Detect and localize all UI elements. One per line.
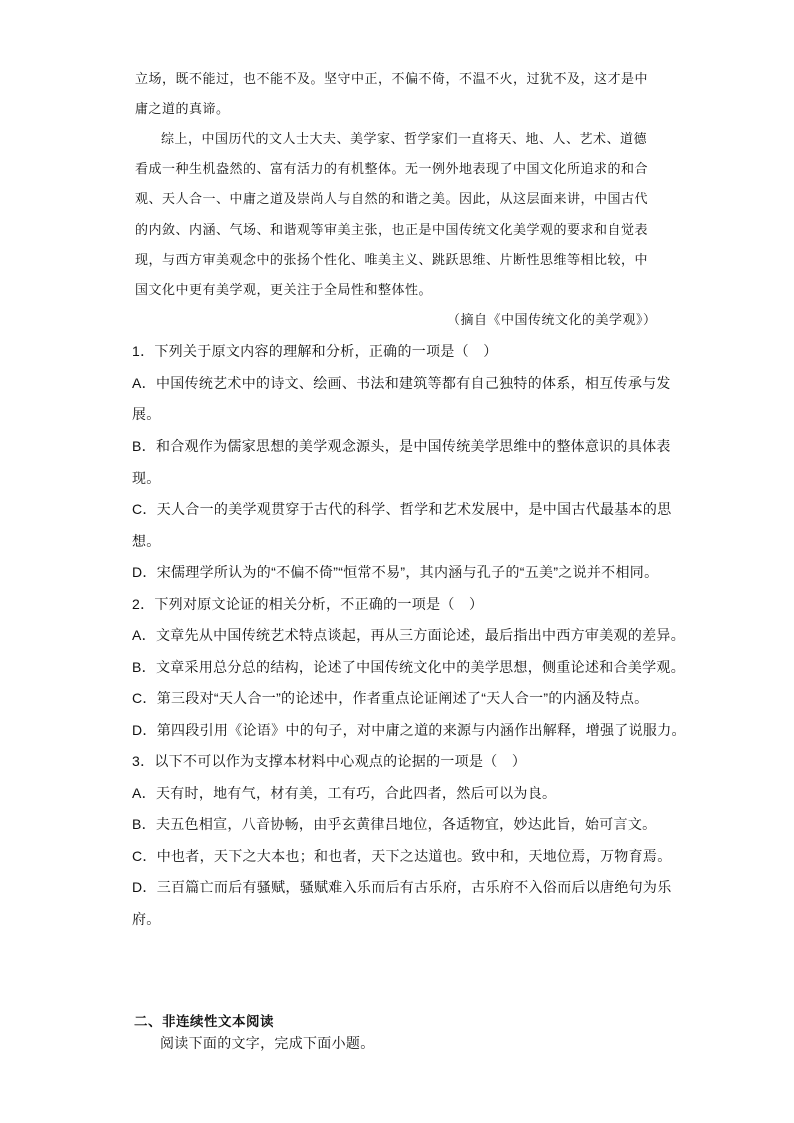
option-a-continued: 展。 <box>132 406 161 422</box>
option-d: D．三百篇亡而后有骚赋，骚赋难入乐而后有古乐府，古乐府不入俗而后以唐绝句为乐 <box>132 879 672 895</box>
section-heading: 二、非连续性文本阅读 <box>134 1014 274 1029</box>
passage-line: 国文化中更有美学观，更关注于全局性和整体性。 <box>135 283 433 298</box>
passage-line: 综上，中国历代的文人士大夫、美学家、哲学家们一直将天、地、人、艺术、道德 <box>161 132 648 147</box>
passage-line: 现，与西方审美观念中的张扬个性化、唯美主义、跳跃思维、片断性思维等相比较，中 <box>135 253 649 268</box>
passage-source: （摘自《中国传统文化的美学观》） <box>447 313 657 328</box>
option-b: B．文章采用总分总的结构，论述了中国传统文化中的美学思想，侧重论述和合美学观。 <box>132 659 686 675</box>
option-b-continued: 现。 <box>132 470 161 486</box>
passage-line: 的内敛、内涵、气场、和谐观等审美主张，也正是中国传统文化美学观的要求和自觉表 <box>135 223 649 238</box>
option-c: C．中也者，天下之大本也；和也者，天下之达道也。致中和，天地位焉，万物育焉。 <box>132 848 672 864</box>
option-c: C．天人合一的美学观贯穿于古代的科学、哲学和艺术发展中，是中国古代最基本的思 <box>132 501 672 517</box>
option-d: D．第四段引用《论语》中的句子，对中庸之道的来源与内涵作出解释，增强了说服力。 <box>132 722 686 738</box>
section-instruction: 阅读下面的文字，完成下面小题。 <box>160 1035 375 1051</box>
option-c-continued: 想。 <box>132 533 161 549</box>
question-stem: 3．以下不可以作为支撑本材料中心观点的论据的一项是（ ） <box>132 753 527 769</box>
passage-line: 庸之道的真谛。 <box>135 102 230 117</box>
option-b: B．夫五色相宣，八音协畅，由乎玄黄律吕地位，各适物宜，妙达此旨，始可言文。 <box>132 816 657 832</box>
option-a: A．天有时，地有气，材有美，工有巧，合此四者，然后可以为良。 <box>132 785 557 801</box>
passage-line: 立场，既不能过，也不能不及。坚守中正，不偏不倚，不温不火，过犹不及，这才是中 <box>135 72 649 87</box>
question-stem: 1．下列关于原文内容的理解和分析，正确的一项是（ ） <box>132 343 498 359</box>
option-c: C．第三段对“天人合一”的论述中，作者重点论证阐述了“天人合一”的内涵及特点。 <box>132 690 649 706</box>
option-a: A．中国传统艺术中的诗文、绘画、书法和建筑等都有自己独特的体系，相互传承与发 <box>132 375 671 391</box>
question-stem: 2．下列对原文论证的相关分析，不正确的一项是（ ） <box>132 596 484 612</box>
passage-line: 看成一种生机盎然的、富有活力的有机整体。无一例外地表现了中国文化所追求的和合 <box>135 162 649 177</box>
option-d-continued: 府。 <box>132 911 161 927</box>
option-a: A．文章先从中国传统艺术特点谈起，再从三方面论述，最后指出中西方审美观的差异。 <box>132 627 686 643</box>
passage-line: 观、天人合一、中庸之道及崇尚人与自然的和谐之美。因此，从这层面来讲，中国古代 <box>135 192 649 207</box>
option-b: B．和合观作为儒家思想的美学观念源头，是中国传统美学思维中的整体意识的具体表 <box>132 438 671 454</box>
option-d: D．宋儒理学所认为的“不偏不倚”“恒常不易”，其内涵与孔子的“五美”之说并不相同。 <box>132 564 659 580</box>
